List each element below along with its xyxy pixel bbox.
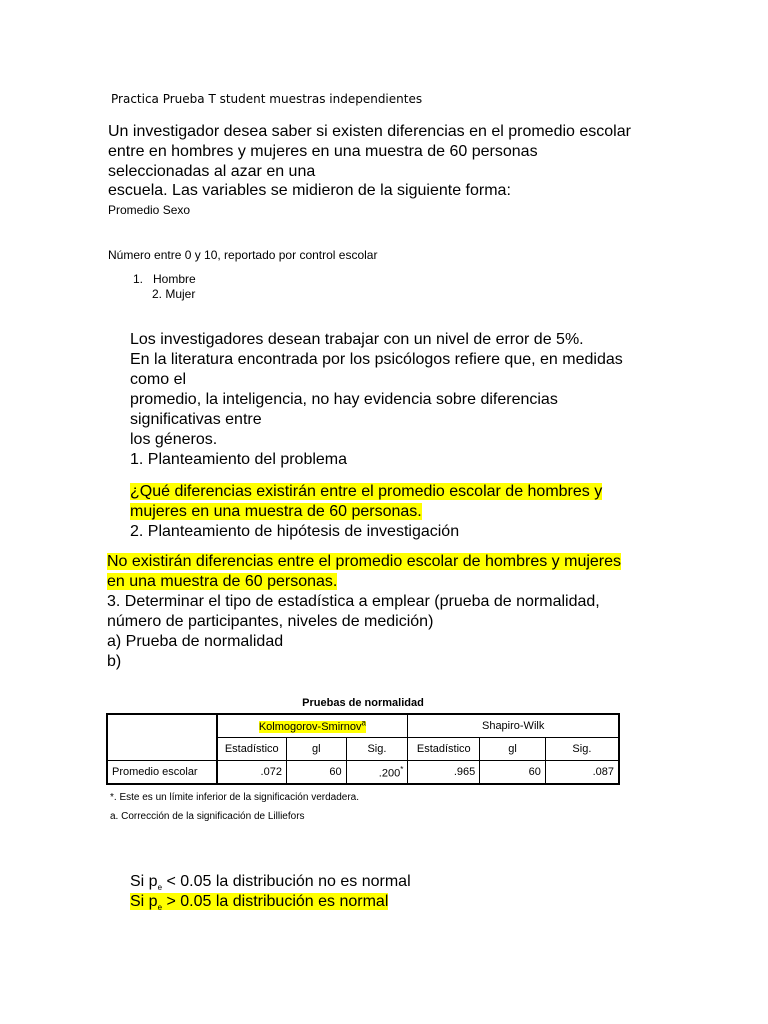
problem-heading: 1. Planteamiento del problema [130, 451, 348, 468]
step3-line: número de participantes, niveles de medición) [107, 613, 434, 630]
option-label: Hombre [153, 272, 196, 286]
context-paragraph [130, 330, 623, 470]
step3-line: 3. Determinar el tipo de estadística a emplear (prueba de normalidad, [107, 593, 600, 610]
rule-text: Si p [130, 893, 158, 910]
context-line: significativas entre [130, 411, 262, 428]
context-line: como el [130, 371, 187, 388]
research-question [130, 482, 602, 542]
sw-gl-header: gl [480, 738, 546, 761]
highlighted-text: en una muestra de 60 personas. [107, 573, 338, 590]
hypothesis-paragraph [107, 552, 621, 672]
ks-sig-value: .200 [378, 767, 401, 780]
sw-estadistico-value: .965 [408, 761, 480, 785]
numero-line: Número entre 0 y 10, reportado por control escolar [108, 248, 378, 262]
ks-gl-header: gl [286, 738, 346, 761]
intro-line: escuela. Las variables se midieron de la siguiente forma: [108, 182, 511, 199]
step3-line: b) [107, 653, 122, 670]
ks-gl-value: 60 [286, 761, 346, 785]
ks-estadistico-header: Estadístico [217, 738, 287, 761]
table-corner-cell [107, 714, 217, 761]
intro-line: entre en hombres y mujeres en una muestra de 60 personas [108, 143, 538, 160]
intro-line: seleccionadas al azar en una [108, 163, 316, 180]
footnote-star: *. Este es un límite inferior de la significación verdadera. [110, 792, 360, 803]
context-line: Los investigadores desean trabajar con un nivel de error de 5%. [130, 331, 584, 348]
sw-sig-header: Sig. [545, 738, 619, 761]
highlighted-text: ¿Qué diferencias existirán entre el promedio escolar de hombres y [130, 483, 603, 500]
sexo-option-1 [133, 271, 196, 287]
normality-table [106, 713, 620, 785]
rule-text: Si p [130, 873, 158, 890]
rule-subscript: e [157, 883, 163, 893]
highlighted-text: No existirán diferencias entre el promedio escolar de hombres y mujeres [107, 553, 622, 570]
intro-line: Un investigador desea saber si existen diferencias en el promedio escolar [108, 123, 631, 140]
intro-paragraph [108, 122, 631, 200]
sw-gl-value: 60 [480, 761, 546, 785]
hypothesis-heading: 2. Planteamiento de hipótesis de investigación [130, 523, 460, 540]
ks-estadistico-value: .072 [217, 761, 287, 785]
ks-footnote-mark: a [361, 718, 366, 728]
sexo-option-2: 2. Mujer [152, 287, 196, 301]
context-line: promedio, la inteligencia, no hay evidencia sobre diferencias [130, 391, 558, 408]
document-title: Practica Prueba T student muestras independientes [111, 92, 423, 106]
table-row [107, 761, 619, 785]
decision-rule-2 [130, 892, 388, 918]
rule-subscript: e [157, 903, 163, 913]
sw-estadistico-header: Estadístico [408, 738, 480, 761]
highlighted-text: mujeres en una muestra de 60 personas. [130, 503, 422, 520]
sw-header: Shapiro-Wilk [408, 714, 619, 738]
context-line: En la literatura encontrada por los psicólogos refiere que, en medidas [130, 351, 623, 368]
table-header-row [107, 714, 619, 738]
ks-sig-footnote-mark: * [400, 764, 404, 774]
row-label: Promedio escolar [107, 761, 217, 785]
context-line: los géneros. [130, 431, 218, 448]
sw-sig-value: .087 [545, 761, 619, 785]
variables-line: Promedio Sexo [108, 203, 191, 217]
rule-text: > 0.05 la distribución es normal [162, 893, 389, 910]
ks-sig-cell [346, 761, 408, 785]
ks-header [217, 714, 408, 738]
ks-sig-header: Sig. [346, 738, 408, 761]
step3-line: a) Prueba de normalidad [107, 633, 284, 650]
option-number: 1. [133, 272, 144, 286]
rule-text: < 0.05 la distribución no es normal [162, 873, 411, 890]
ks-label: Kolmogorov-Smirnov [258, 721, 362, 734]
table-caption: Pruebas de normalidad [302, 697, 424, 709]
footnote-a: a. Corrección de la significación de Lilliefors [110, 811, 305, 822]
